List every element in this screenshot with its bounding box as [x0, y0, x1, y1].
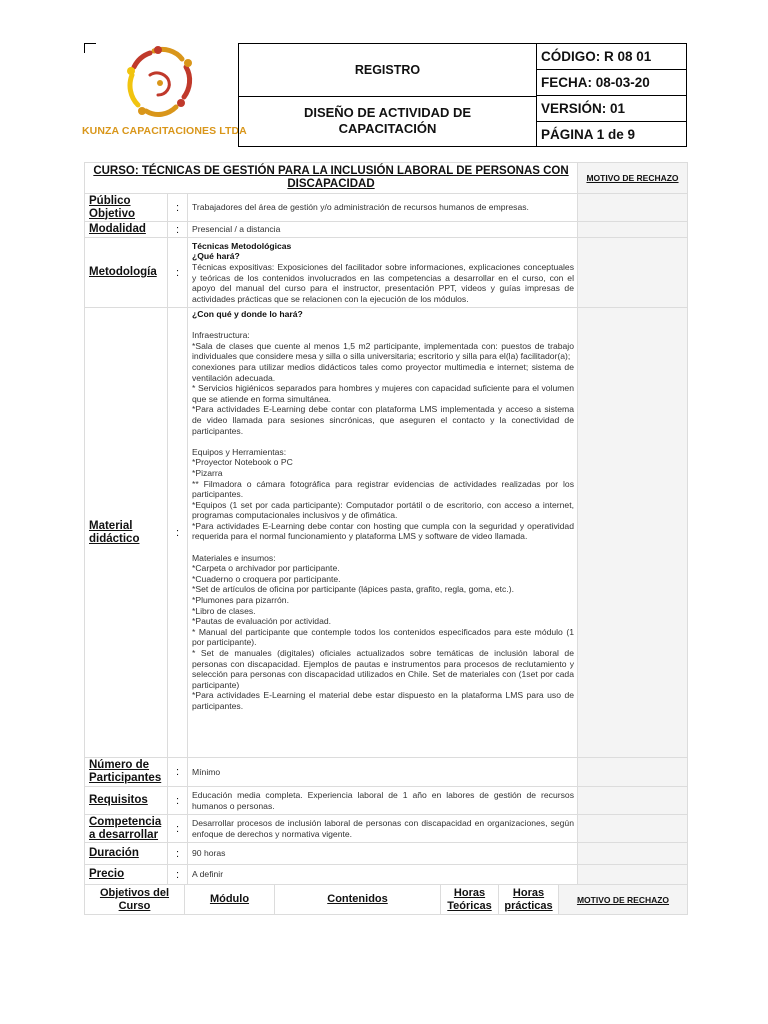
table-row — [85, 787, 688, 815]
duracion-content: 90 horas — [188, 843, 578, 865]
table-row — [85, 308, 688, 758]
colon: : — [168, 758, 188, 787]
motivo-cell[interactable] — [578, 843, 688, 865]
material-line: *Para actividades E-Learning debe contar con plataforma LMS implementada y acceso a sistema de video llamada para sesiones sincrónicas, que aseguren el contacto y la conectividad de participantes. — [192, 404, 574, 436]
colon: : — [168, 815, 188, 843]
material-line: *Para actividades E-Learning debe contar con hosting que cumpla con la seguridad y operatividad requerida para el normal funcionamiento y plataforma LMS y software de video llamada. — [192, 520, 574, 542]
colon: : — [168, 238, 188, 308]
col-objetivos: Objetivos del Curso — [85, 885, 185, 915]
registro-label: REGISTRO — [239, 44, 536, 97]
logo-cell — [82, 43, 247, 147]
requisitos-label: Requisitos — [85, 787, 168, 815]
material-line: Infraestructura: — [192, 330, 250, 341]
numero-content: Mínimo — [188, 758, 578, 787]
material-label: Material didáctico — [85, 308, 168, 758]
col-modulo: Módulo — [185, 885, 275, 915]
colon: : — [168, 843, 188, 865]
duracion-label: Duración — [85, 843, 168, 865]
company-name: KUNZA CAPACITACIONES LTDA — [82, 125, 247, 137]
company-logo-icon — [124, 45, 198, 123]
competencia-content: Desarrollar procesos de inclusión laboral de personas con discapacidad en organizaciones, según enfoque de derechos y normativa vigente. — [188, 815, 578, 843]
header-title-block — [238, 43, 537, 147]
document-title: DISEÑO DE ACTIVIDAD DE CAPACITACIÓN — [303, 105, 472, 136]
table-row — [85, 163, 688, 194]
version-field: VERSIÓN: 01 — [537, 96, 686, 122]
material-line — [192, 436, 574, 447]
material-content — [188, 308, 578, 758]
table-row — [85, 222, 688, 238]
col-horas-practicas: Horas prácticas — [499, 885, 559, 915]
motivo-cell[interactable] — [578, 787, 688, 815]
codigo-field: CÓDIGO: R 08 01 — [537, 44, 686, 70]
material-line: *Cuaderno o croquera por participante. — [192, 573, 341, 584]
material-line: * Manual del participante que contemple todos los contenidos especificados para este módulo (1 por participante). — [192, 626, 574, 648]
col-horas-teoricas: Horas Teóricas — [441, 885, 499, 915]
table-row — [85, 758, 688, 787]
motivo-rechazo-header: MOTIVO DE RECHAZO — [559, 885, 688, 915]
motivo-cell[interactable] — [578, 815, 688, 843]
material-line: *Pautas de evaluación por actividad. — [192, 616, 332, 627]
material-line: * Set de manuales (digitales) oficiales actualizados sobre temáticas de inclusión laboral de personas con discapacidad. Ejemplos de pautas e instrumentos para procesos de reclutamiento y selección para personas con discapacidad utilizados en Chile. Set de materiales con (1set por cada participante) — [192, 648, 574, 690]
material-line: *Para actividades E-Learning el material debe estar dispuesto en la plataforma LMS para uso de participantes. — [192, 690, 574, 711]
material-line: ** Filmadora o cámara fotográfica para registrar evidencias de actividades realizadas por los participantes. — [192, 478, 574, 500]
fecha-field: FECHA: 08-03-20 — [537, 70, 686, 96]
requisitos-content: Educación media completa. Experiencia laboral de 1 año en labores de gestión de recursos humanos o personas. — [188, 787, 578, 815]
course-title: CURSO: TÉCNICAS DE GESTIÓN PARA LA INCLUSIÓN LABORAL DE PERSONAS CON DISCAPACIDAD — [85, 163, 578, 194]
course-table — [84, 162, 688, 885]
table-row — [85, 885, 688, 915]
material-line: *Sala de clases que cuente al menos 1,5 m2 participante, implementada con: puestos de trabajo individuales que considere mesa y silla o silla universitaria; escritorio y silla para el(la) facilitador(a); — [192, 340, 574, 362]
metodologia-content — [188, 238, 578, 308]
colon: : — [168, 194, 188, 222]
table-row — [85, 865, 688, 885]
table-row — [85, 194, 688, 222]
material-line: *Set de artículos de oficina por participante (lápices pasta, grafito, regla, goma, etc.). — [192, 584, 514, 595]
material-line: *Plumones para pizarrón. — [192, 595, 289, 606]
colon: : — [168, 787, 188, 815]
material-line — [192, 320, 574, 331]
material-line: *Libro de clases. — [192, 605, 256, 616]
motivo-cell[interactable] — [578, 238, 688, 308]
metodologia-subtitle: Técnicas Metodológicas — [192, 240, 292, 251]
material-line: *Proyector Notebook o PC — [192, 457, 293, 468]
material-line: * Servicios higiénicos separados para hombres y mujeres con capacidad suficiente para el volumen que se atiende en forma simultánea. — [192, 383, 574, 404]
motivo-cell[interactable] — [578, 194, 688, 222]
table-row — [85, 238, 688, 308]
material-line: Materiales e insumos: — [192, 552, 276, 563]
metodologia-question: ¿Qué hará? — [192, 251, 240, 262]
material-line — [192, 542, 574, 553]
motivo-cell[interactable] — [578, 758, 688, 787]
colon: : — [168, 308, 188, 758]
material-line: *Equipos (1 set por cada participante): Computador portátil o de escritorio, con acceso a internet, programas computacionales inclusivos y de ofimática. — [192, 499, 574, 521]
motivo-cell[interactable] — [578, 222, 688, 238]
header-meta-block — [537, 43, 687, 147]
document-header — [84, 43, 687, 147]
material-line: *Carpeta o archivador por participante. — [192, 563, 340, 574]
modules-header-table — [84, 884, 688, 915]
material-line: Equipos y Herramientas: — [192, 446, 287, 457]
motivo-cell[interactable] — [578, 308, 688, 758]
precio-label: Precio — [85, 865, 168, 885]
publico-content: Trabajadores del área de gestión y/o administración de recursos humanos de empresas. — [188, 194, 578, 222]
table-row — [85, 815, 688, 843]
col-contenidos: Contenidos — [275, 885, 441, 915]
colon: : — [168, 865, 188, 885]
precio-content: A definir — [188, 865, 578, 885]
motivo-cell[interactable] — [578, 865, 688, 885]
metodologia-label: Metodología — [85, 238, 168, 308]
competencia-label: Competencia a desarrollar — [85, 815, 168, 843]
metodologia-text: Técnicas expositivas: Exposiciones del facilitador sobre informaciones, explicaciones conceptuales y teóricas de los contenidos involucrados en las competencias a desarrollar en el curso, con el apoyo del manual del curso para el instructor, presentación PPT, videos y guías impresas de actividades prácticas que se relacionen con la ejecución de los módulos. — [192, 261, 574, 304]
modalidad-content: Presencial / a distancia — [188, 222, 578, 238]
material-lines — [192, 320, 574, 712]
motivo-rechazo-header: MOTIVO DE RECHAZO — [578, 163, 688, 194]
numero-label: Número de Participantes — [85, 758, 168, 787]
pagina-field: PÁGINA 1 de 9 — [541, 127, 636, 142]
colon: : — [168, 222, 188, 238]
material-line: *Pizarra — [192, 467, 223, 478]
publico-label: Público Objetivo — [85, 194, 168, 222]
material-subtitle: ¿Con qué y donde lo hará? — [192, 309, 303, 319]
material-line: conexiones para utilizar medios didácticos tales como proyector multimedia e internet; sistema de ventilación adecuada. — [192, 361, 574, 383]
modalidad-label: Modalidad — [85, 222, 168, 238]
table-row — [85, 843, 688, 865]
